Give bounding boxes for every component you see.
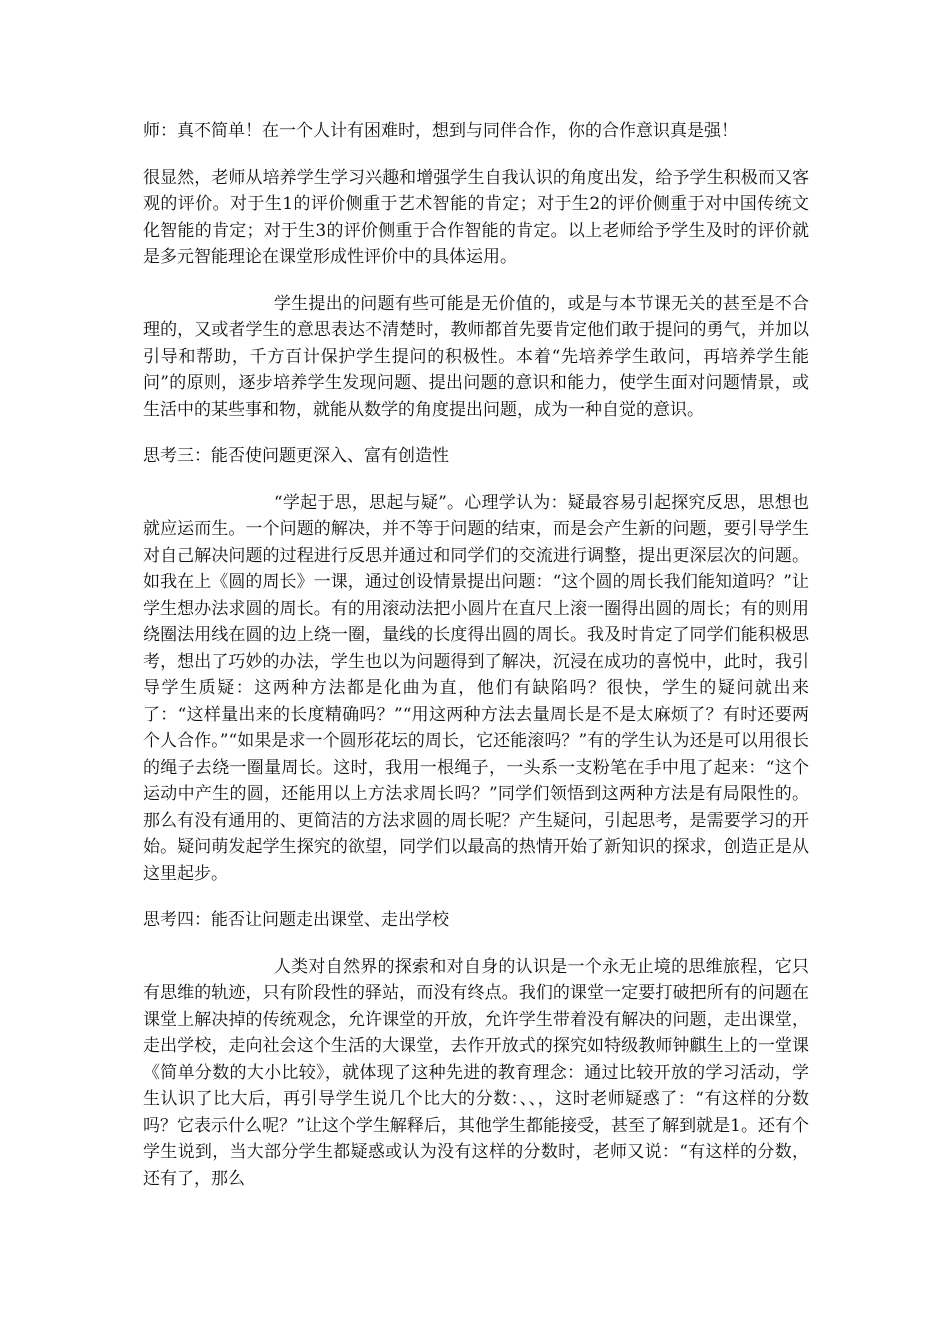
paragraph-circle-circumference: “学起于思，思起与疑”。心理学认为：疑最容易引起探究反思，思想也就应运而生。一个问题的解决，并不等于问题的结束，而是会产生新的问题，要引导学生对自己解决问题的过程进行反思并通过和同学们的交流进行调整，提出更深层次的问题。如我在上《圆的周长》一课，通过创设情景提出问题：“这个圆的周长我们能知道吗？”让学生想办法求圆的周长。有的用滚动法把小圆片在直尺上滚一圈得出圆的周长；有的则用绕圈法用线在圆的边上绕一圈，量线的长度得出圆的周长。我及时肯定了同学们能积极思考，想出了巧妙的办法，学生也以为问题得到了解决，沉浸在成功的喜悦中，此时，我引导学生质疑：这两种方法都是化曲为直，他们有缺陷吗？很快，学生的疑问就出来了：“这样量出来的长度精确吗？”“用这两种方法去量周长是不是太麻烦了？有时还要两个人合作。”“如果是求一个圆形花坛的周长，它还能滚吗？”有的学生认为还是可以用很长的绳子去绕一圈量周长。这时，我用一根绳子，一头系一支粉笔在手中甩了起来：“这个运动中产生的圆，还能用以上方法求周长吗？”同学们领悟到这两种方法是有局限性的。那么有没有通用的、更简洁的方法求圆的周长呢？产生疑问，引起思考，是需要学习的开始。疑问萌发起学生探究的欲望，同学们以最高的热情开始了新知识的探求，创造正是从这里起步。	[143, 492, 809, 884]
paragraph-teacher-praise: 师：真不简单！在一个人计有困难时，想到与同伴合作，你的合作意识真是强！	[143, 121, 738, 141]
paragraph-protect-questioning: 学生提出的问题有些可能是无价值的，或是与本节课无关的甚至是不合理的，又或者学生的意思表达不清楚时，教师都首先要肯定他们敢于提问的勇气，并加以引导和帮助，千方百计保护学生提问的积极性。本着“先培养学生敢问，再培养学生能问”的原则，逐步培养学生发现问题、提出问题的意识和能力，使学生面对问题情景，或生活中的某些事和物，就能从数学的角度提出问题，成为一种自觉的意识。	[143, 293, 809, 420]
paragraph-open-classroom: 人类对自然界的探索和对自身的认识是一个永无止境的思维旅程，它只有思维的轨迹，只有阶段性的驿站，而没有终点。我们的课堂一定要打破把所有的问题在课堂上解决掉的传统观念，允许课堂的开放，允许学生带着没有解决的问题，走出课堂，走出学校，走向社会这个生活的大课堂，去作开放式的探究如特级教师钟麒生上的一堂课《简单分数的大小比较》，就体现了这种先进的教育理念：通过比较开放的学习活动，学生认识了比大后，再引导学生说几个比大的分数：、、，这时老师疑惑了：“有这样的分数吗？它表示什么呢？”让这个学生解释后，其他学生都能接受，甚至了解到就是1。还有个学生说到，当大部分学生都疑惑或认为没有这样的分数时，老师又说：“有这样的分数，还有了，那么	[143, 956, 809, 1189]
paragraph-evaluation-analysis: 很显然，老师从培养学生学习兴趣和增强学生自我认识的角度出发，给予学生积极而又客观的评价。对于生1的评价侧重于艺术智能的肯定；对于生2的评价侧重于对中国传统文化智能的肯定；对于生3的评价侧重于合作智能的肯定。以上老师给予学生及时的评价就是多元智能理论在课堂形成性评价中的具体运用。	[143, 167, 809, 267]
section-heading-three: 思考三：能否使问题更深入、富有创造性	[143, 446, 449, 466]
section-heading-four: 思考四：能否让问题走出课堂、走出学校	[143, 910, 449, 930]
document-page	[143, 118, 809, 1212]
